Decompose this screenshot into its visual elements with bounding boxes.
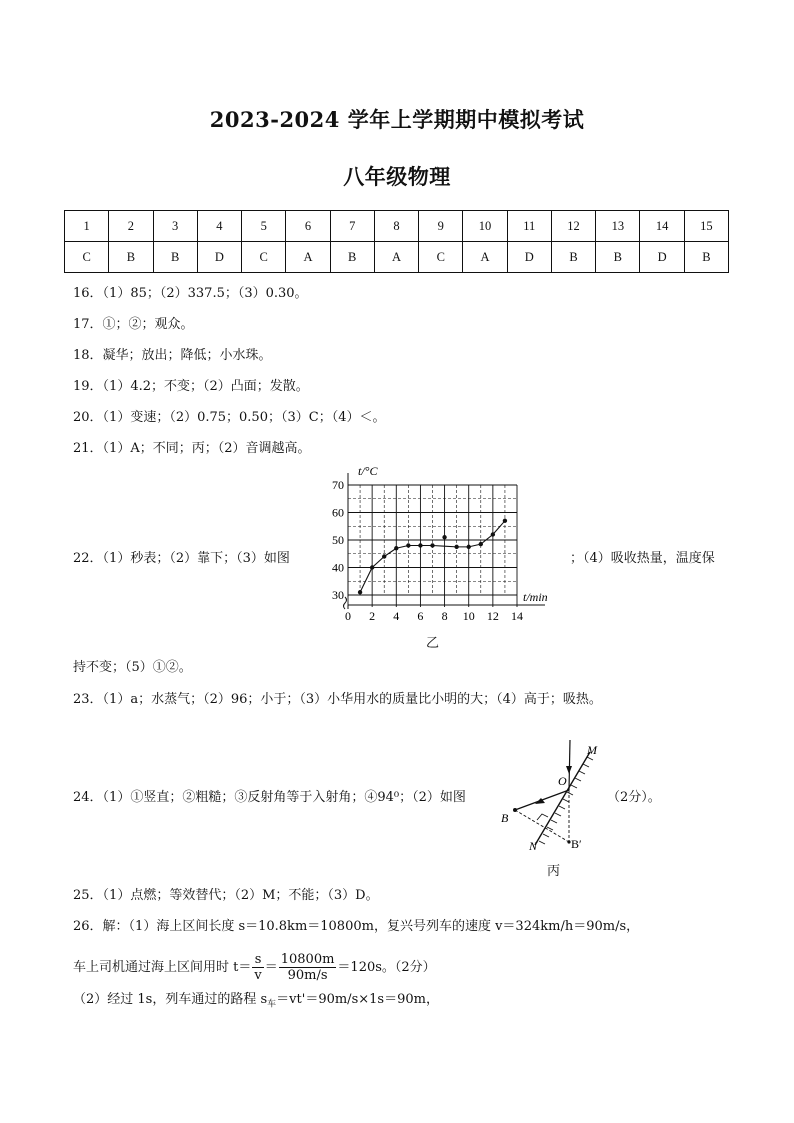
reflection-diagram — [495, 740, 605, 865]
answer-q16: 16．（1）85；（2）337.5；（3）0.30。 — [73, 286, 308, 301]
data-point — [418, 543, 422, 547]
data-point — [430, 543, 434, 547]
perpendicular-line — [515, 810, 569, 842]
point-b — [513, 808, 517, 812]
answer-table-number-row — [65, 211, 729, 242]
page-title: 2023-2024 学年上学期期中模拟考试 — [209, 107, 585, 132]
answer-q22-part2: ；（4）吸收热量，温度保 — [570, 551, 715, 566]
fraction-distance-over-speed: $\frac{10800m}{90m/s}$ — [280, 952, 335, 983]
y-axis-label: t/°C — [358, 464, 378, 478]
answer-choice-cell: A — [463, 242, 507, 273]
answer-q25: 25．（1）点燃；等效替代；（2）M；不能；（3）D。 — [73, 888, 379, 903]
label-n: N — [529, 839, 538, 853]
x-axis-label: t/min — [523, 590, 548, 604]
data-point — [503, 519, 507, 523]
answer-choice-cell: B — [330, 242, 374, 273]
answer-q26-line2 — [73, 952, 436, 983]
q26-line2-prefix: 车上司机通过海上区间用时 t＝ — [73, 960, 252, 975]
fraction-s-over-v: $\frac{s}{v}$ — [254, 952, 262, 983]
answer-choice-cell: D — [640, 242, 684, 273]
label-b-prime: B′ — [571, 837, 582, 851]
data-point — [454, 545, 458, 549]
label-o: O — [558, 774, 567, 788]
x-tick-label: 14 — [511, 609, 523, 623]
page-subtitle: 八年级物理 — [343, 164, 451, 189]
question-number-cell: 13 — [596, 211, 640, 242]
q26-line2-suffix: ＝120s。（2分） — [337, 960, 436, 975]
answer-choice-cell: A — [286, 242, 330, 273]
answer-q20: 20．（1）变速；（2）0.75；0.50；（3）C；（4）＜。 — [73, 410, 386, 425]
answer-choice-cell: B — [109, 242, 153, 273]
data-point — [406, 543, 410, 547]
answer-choice-cell: C — [419, 242, 463, 273]
x-tick-label: 2 — [369, 609, 376, 623]
data-point — [382, 554, 386, 558]
label-m: M — [587, 743, 597, 757]
question-number-cell: 2 — [109, 211, 153, 242]
answer-q18: 18．凝华；放出；降低；小水珠。 — [73, 348, 272, 363]
question-number-cell: 8 — [374, 211, 418, 242]
question-number-cell: 9 — [419, 211, 463, 242]
answer-q17: 17．①；②；观众。 — [73, 317, 194, 332]
data-point — [370, 565, 374, 569]
incident-ray — [569, 740, 570, 790]
question-number-cell: 4 — [197, 211, 241, 242]
answer-choice-cell: C — [65, 242, 109, 273]
x-tick-label: 8 — [441, 609, 448, 623]
x-tick-label: 12 — [486, 609, 499, 623]
y-tick-label: 60 — [332, 505, 344, 520]
answer-q21: 21．（1）A；不同；丙；（2）音调越高。 — [73, 441, 311, 456]
graph-caption: 乙 — [426, 636, 440, 651]
question-number-cell: 7 — [330, 211, 374, 242]
x-tick-label: 0 — [345, 609, 351, 623]
question-number-cell: 5 — [242, 211, 286, 242]
answer-table-answer-row — [65, 242, 729, 273]
y-tick-label: 50 — [332, 533, 344, 547]
answer-choice-cell: D — [507, 242, 551, 273]
answer-q19: 19．（1）4.2；不变；（2）凸面；发散。 — [73, 379, 309, 394]
incident-ray-arrow — [566, 766, 572, 774]
question-number-cell: 3 — [153, 211, 197, 242]
answer-table — [64, 210, 729, 273]
temperature-time-graph — [318, 462, 568, 632]
x-tick-label: 10 — [462, 609, 475, 623]
answer-q22-part1: 22．（1）秒表；（2）靠下；（3）如图 — [73, 551, 290, 566]
data-point — [479, 542, 483, 546]
data-point — [394, 546, 398, 550]
x-tick-label: 4 — [393, 609, 400, 623]
answer-choice-cell: B — [153, 242, 197, 273]
mirror-hatching — [539, 757, 593, 844]
answer-q26-line3: （2）经过 1s，列车通过的路程 $s_车=vt'=90m/s\times 1s=90m$， — [73, 992, 439, 1010]
data-point — [467, 545, 471, 549]
y-tick-label: 70 — [332, 478, 344, 492]
answer-choice-cell: B — [684, 242, 728, 273]
x-tick-label: 6 — [417, 609, 424, 623]
question-number-cell: 1 — [65, 211, 109, 242]
question-number-cell: 6 — [286, 211, 330, 242]
answer-q23: 23．（1）a；水蒸气；（2）96；小于；（3）小华用水的质量比小明的大；（4）高于；吸热。 — [73, 692, 602, 707]
question-number-cell: 14 — [640, 211, 684, 242]
mirror-line — [535, 752, 590, 845]
diagram-caption: 丙 — [547, 864, 561, 879]
answer-choice-cell: B — [596, 242, 640, 273]
question-number-cell: 10 — [463, 211, 507, 242]
label-b: B — [501, 811, 509, 825]
answer-q26-line1: 26．解：（1）海上区间长度 s＝10.8km＝10800m，复兴号列车的速度 v＝324km/h＝90m/s， — [73, 919, 640, 934]
answer-choice-cell: D — [197, 242, 241, 273]
answer-choice-cell: C — [242, 242, 286, 273]
right-angle-mark — [537, 814, 548, 820]
answer-q24-part1: 24．（1）①竖直；②粗糙；③反射角等于入射角；④94⁰；（2）如图 — [73, 790, 466, 805]
y-tick-label: 40 — [332, 560, 344, 575]
answer-choice-cell: B — [551, 242, 595, 273]
y-tick-label: 30 — [332, 588, 344, 602]
answer-q22-part3: 持不变；（5）①②。 — [73, 660, 192, 675]
question-number-cell: 15 — [684, 211, 728, 242]
data-point — [442, 535, 446, 539]
data-point — [358, 590, 362, 594]
question-number-cell: 12 — [551, 211, 595, 242]
answer-choice-cell: A — [374, 242, 418, 273]
answer-q24-part2: （2分）。 — [607, 790, 661, 805]
question-number-cell: 11 — [507, 211, 551, 242]
equals-sign: ＝ — [264, 960, 278, 975]
data-point — [491, 532, 495, 536]
